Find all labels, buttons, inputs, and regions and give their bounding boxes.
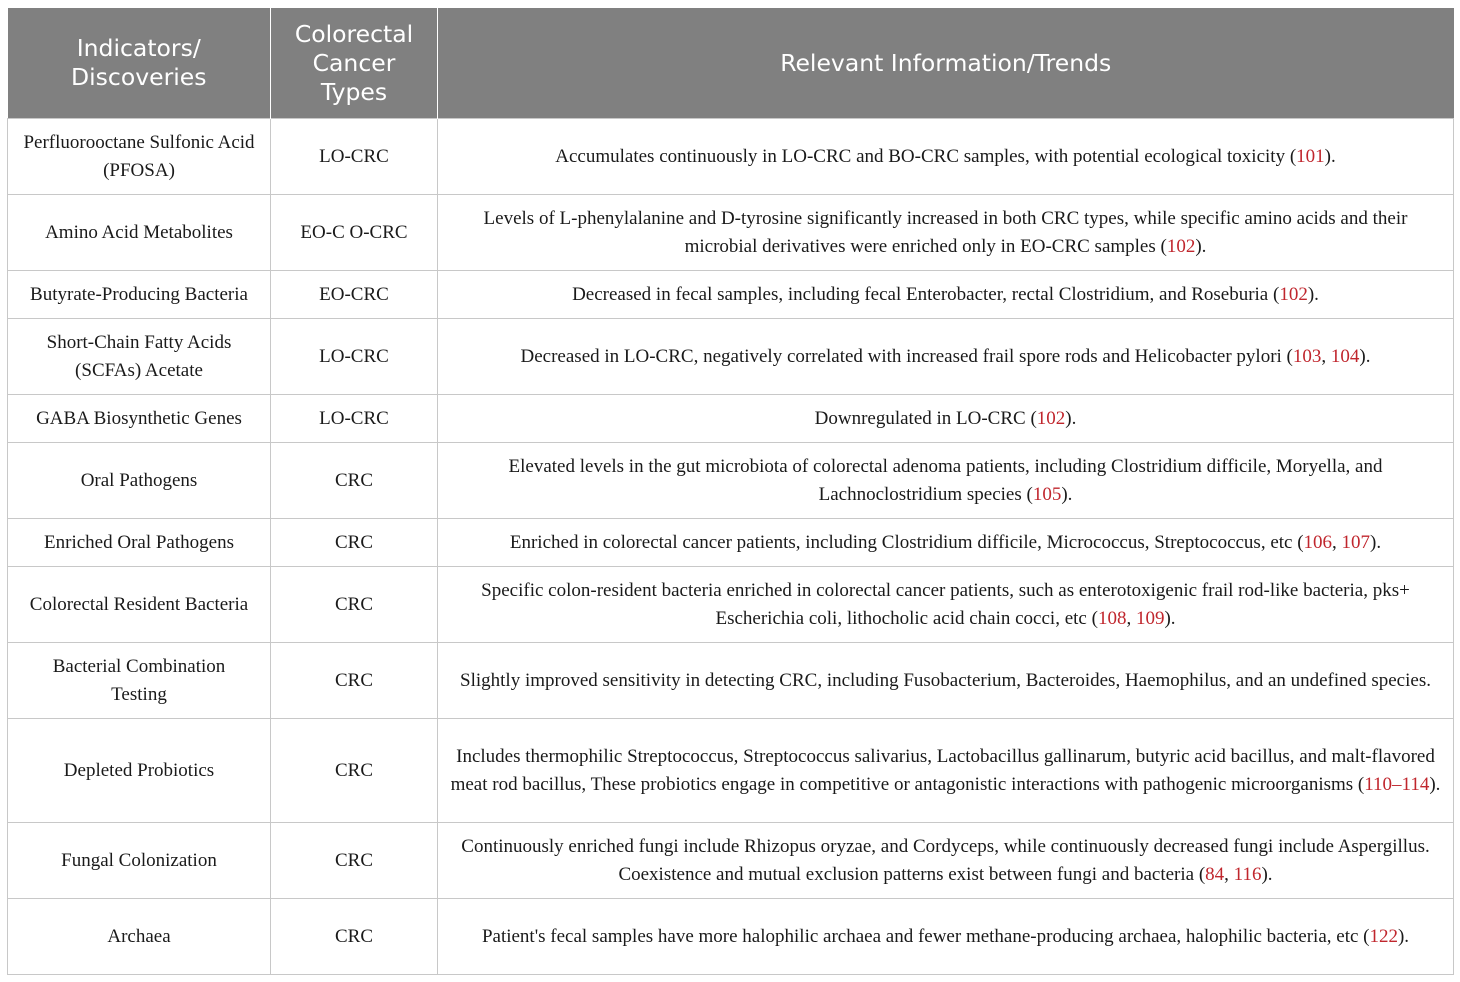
info-text: ).: [1429, 773, 1441, 795]
info-text: ).: [1370, 531, 1382, 553]
table-header: [8, 8, 1454, 119]
table-row: [8, 195, 1454, 271]
cell-cancer-type: CRC: [271, 567, 438, 643]
table-row: [8, 119, 1454, 195]
info-text: ,: [1321, 345, 1331, 367]
info-text: ).: [1359, 345, 1371, 367]
cell-cancer-type: CRC: [271, 643, 438, 719]
info-text: Slightly improved sensitivity in detecting CRC, including Fusobacterium, Bacteroides, Haemophilus, and an undefined species.: [460, 669, 1431, 691]
reference-link[interactable]: 109: [1135, 607, 1165, 629]
cell-cancer-type: CRC: [271, 719, 438, 823]
info-text: ,: [1224, 863, 1234, 885]
cell-info: [438, 719, 1454, 823]
cell-info: [438, 395, 1454, 443]
info-text: Decreased in LO-CRC, negatively correlated with increased frail spore rods and Helicobacter pylori (: [520, 345, 1293, 367]
info-text: ,: [1126, 607, 1136, 629]
cell-cancer-type: LO-CRC: [271, 395, 438, 443]
reference-link[interactable]: 110–114: [1364, 773, 1430, 795]
info-text: Enriched in colorectal cancer patients, including Clostridium difficile, Micrococcus, Streptococcus, etc (: [509, 531, 1304, 553]
info-text: Accumulates continuously in LO-CRC and BO-CRC samples, with potential ecological toxicity (: [555, 145, 1297, 167]
cell-info: [438, 519, 1454, 567]
reference-link[interactable]: 107: [1341, 531, 1371, 553]
reference-link[interactable]: 106: [1303, 531, 1333, 553]
info-text: ).: [1164, 607, 1176, 629]
table-body: [8, 119, 1454, 975]
reference-link[interactable]: 122: [1369, 925, 1398, 947]
cell-cancer-type: CRC: [271, 443, 438, 519]
cell-info: [438, 319, 1454, 395]
cell-indicator: Colorectal Resident Bacteria: [8, 567, 271, 643]
cell-indicator: Amino Acid Metabolites: [8, 195, 271, 271]
cell-info: [438, 899, 1454, 975]
info-text: ).: [1324, 145, 1336, 167]
info-text: Downregulated in LO-CRC (: [814, 407, 1037, 429]
reference-link[interactable]: 102: [1166, 235, 1196, 257]
header-relevant-info: Relevant Information/Trends: [438, 8, 1454, 119]
header-cancer-types: Colorectal Cancer Types: [271, 8, 438, 119]
cell-indicator: Oral Pathogens: [8, 443, 271, 519]
info-text: ,: [1332, 531, 1342, 553]
cell-cancer-type: LO-CRC: [271, 119, 438, 195]
reference-link[interactable]: 103: [1292, 345, 1322, 367]
info-text: Elevated levels in the gut microbiota of colorectal adenoma patients, including Clostridium difficile, Moryella, and Lachnoclostridium species (: [508, 455, 1383, 505]
info-text: Levels of L-phenylalanine and D-tyrosine significantly increased in both CRC types, while specific amino acids and their microbial derivatives were enriched only in EO-CRC samples (: [483, 207, 1408, 257]
info-text: ).: [1195, 235, 1207, 257]
table-row: [8, 271, 1454, 319]
cell-cancer-type: CRC: [271, 823, 438, 899]
info-text: ).: [1261, 863, 1273, 885]
table-row: [8, 519, 1454, 567]
cell-info: [438, 195, 1454, 271]
cell-indicator: GABA Biosynthetic Genes: [8, 395, 271, 443]
cell-indicator: Butyrate-Producing Bacteria: [8, 271, 271, 319]
table-row: [8, 443, 1454, 519]
reference-link[interactable]: 104: [1330, 345, 1360, 367]
cell-cancer-type: EO-CRC: [271, 271, 438, 319]
reference-link[interactable]: 116: [1233, 863, 1262, 885]
info-text: ).: [1065, 407, 1077, 429]
cell-cancer-type: EO-C O-CRC: [271, 195, 438, 271]
info-text: Patient's fecal samples have more halophilic archaea and fewer methane-producing archaea, halophilic bacteria, etc (: [481, 925, 1370, 947]
header-row: [8, 8, 1454, 119]
table-row: [8, 899, 1454, 975]
info-text: ).: [1061, 483, 1073, 505]
info-text: ).: [1397, 925, 1410, 947]
cell-info: [438, 443, 1454, 519]
table-row: [8, 395, 1454, 443]
table-row: [8, 643, 1454, 719]
reference-link[interactable]: 102: [1279, 283, 1308, 305]
info-text: Continuously enriched fungi include Rhizopus oryzae, and Cordyceps, while continuously decreased fungi include Aspergillus. Coexistence and mutual exclusion patterns exist between fungi and bacteria (: [461, 835, 1430, 885]
table-row: [8, 719, 1454, 823]
cell-info: [438, 567, 1454, 643]
table-row: [8, 823, 1454, 899]
table-row: [8, 319, 1454, 395]
reference-link[interactable]: 84: [1205, 863, 1225, 885]
reference-link[interactable]: 105: [1032, 483, 1062, 505]
cell-indicator: Fungal Colonization: [8, 823, 271, 899]
data-table: [7, 8, 1454, 975]
header-indicators: Indicators/ Discoveries: [8, 8, 271, 119]
info-text: Decreased in fecal samples, including fecal Enterobacter, rectal Clostridium, and Roseburia (: [572, 283, 1280, 305]
cell-info: [438, 643, 1454, 719]
cell-info: [438, 119, 1454, 195]
info-text: Includes thermophilic Streptococcus, Streptococcus salivarius, Lactobacillus gallinarum, butyric acid bacillus, and malt-flavored meat rod bacillus, These probiotics engage in competitive or antagonistic interactions with pathogenic microorganisms (: [450, 745, 1435, 795]
reference-link[interactable]: 108: [1097, 607, 1127, 629]
cell-cancer-type: LO-CRC: [271, 319, 438, 395]
cell-indicator: Bacterial Combination Testing: [8, 643, 271, 719]
cell-indicator: Archaea: [8, 899, 271, 975]
info-text: ).: [1307, 283, 1319, 305]
cell-info: [438, 823, 1454, 899]
cell-indicator: Enriched Oral Pathogens: [8, 519, 271, 567]
reference-link[interactable]: 101: [1296, 145, 1325, 167]
cell-cancer-type: CRC: [271, 519, 438, 567]
cell-indicator: Short-Chain Fatty Acids (SCFAs) Acetate: [8, 319, 271, 395]
cell-indicator: Depleted Probiotics: [8, 719, 271, 823]
cell-indicator: Perfluorooctane Sulfonic Acid (PFOSA): [8, 119, 271, 195]
table-row: [8, 567, 1454, 643]
reference-link[interactable]: 102: [1036, 407, 1066, 429]
info-text: Specific colon-resident bacteria enriched in colorectal cancer patients, such as enterotoxigenic frail rod-like bacteria, pks+ Escherichia coli, lithocholic acid chain cocci, etc (: [481, 579, 1410, 629]
cell-cancer-type: CRC: [271, 899, 438, 975]
cell-info: [438, 271, 1454, 319]
